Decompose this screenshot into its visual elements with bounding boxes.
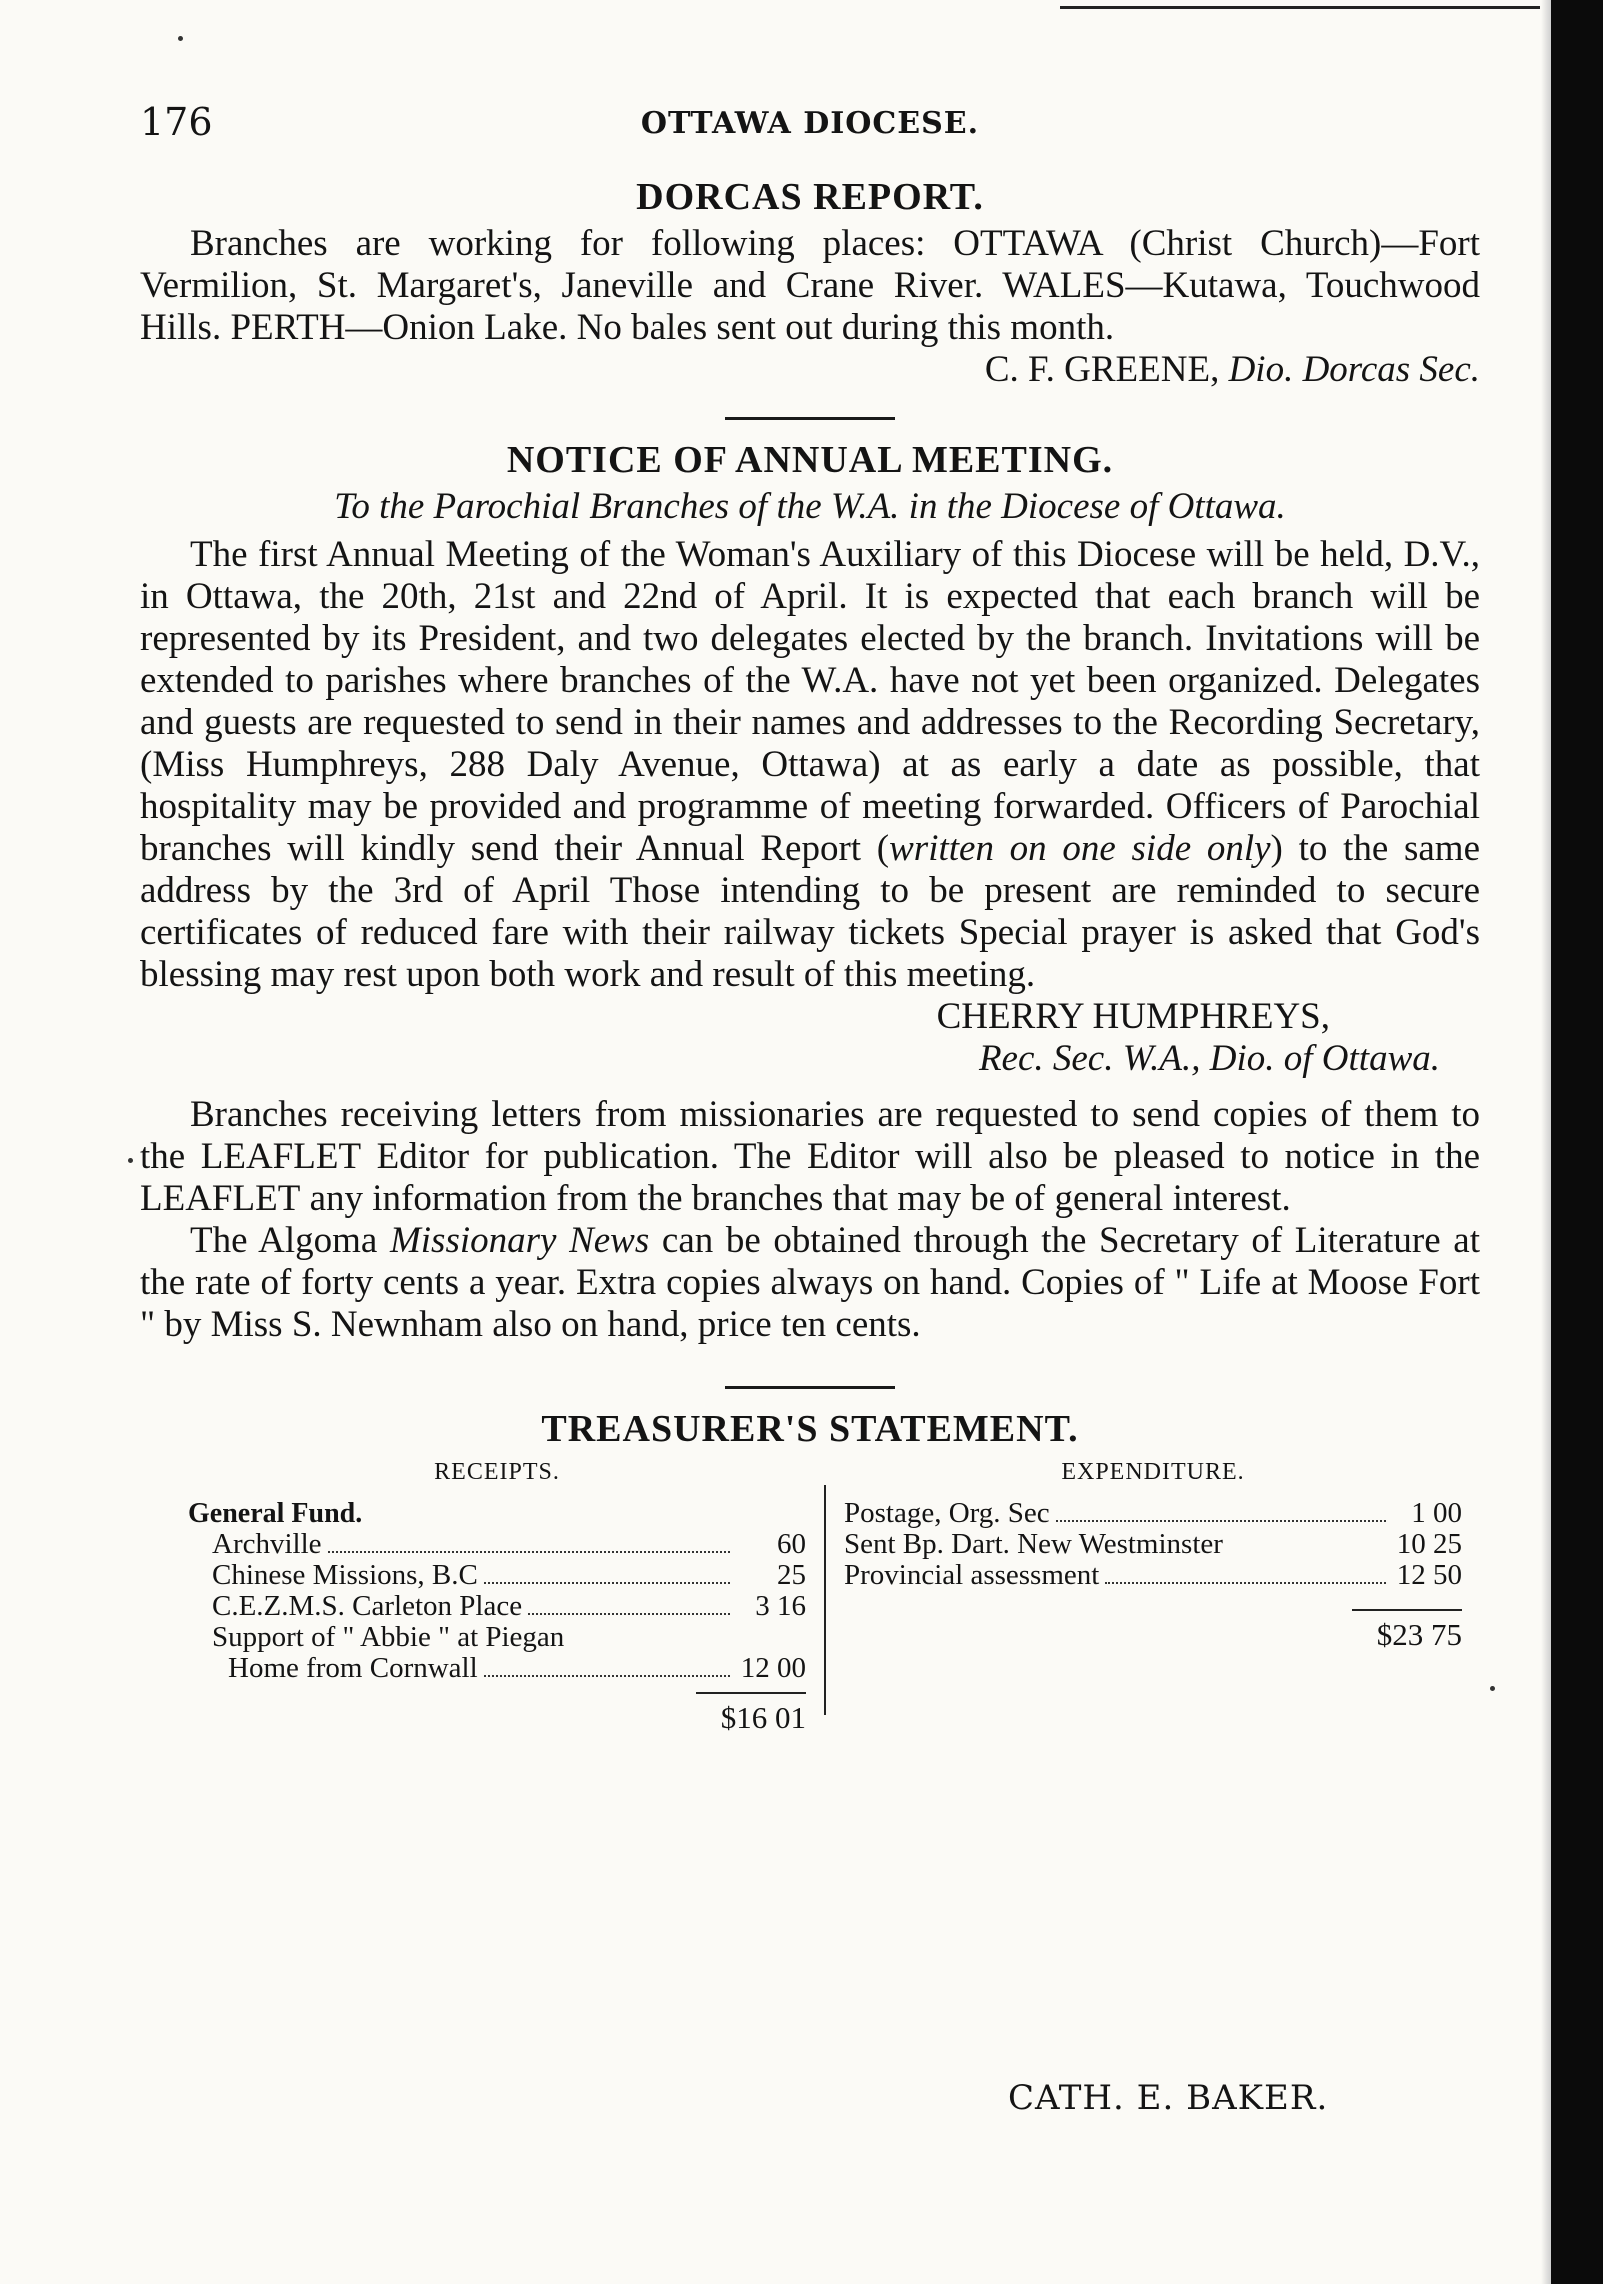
receipt-row [188,1591,806,1622]
notice-body-part-1: The first Annual Meeting of the Woman's Auxiliary of this Diocese will be held, D.V., in Ottawa, the 20th, 21st and 22nd of April. It is expected that each branch will be represented by its President, and two delegates elected by the branch. Invitations will be extended to parishes where branches of the W.A. have not yet been organized. Delegates and guests are requested to send in their names and addresses to the Recording Secretary, (Miss Humphreys, 288 Daly Avenue, Ottawa) at as early a date as possible, that hospitality may be provided and programme of meeting forwarded. Officers of Parochial branches will kindly send their Annual Report ( [140,534,1480,869]
leaflet-word-2: LEAFLET [140,1178,301,1219]
expenditure-heading: EXPENDITURE. [1061,1459,1245,1485]
page-content [140,175,1480,1733]
notice-body-part-2: ) to the same address by the 3rd of April Those intending to be present are reminded to secure certificates of reduced fare with their railway tickets Special prayer is asked that God's blessing may rest upon both work and result of this meeting. [140,828,1481,995]
receipt-desc: Support of " Abbie " at Piegan [212,1621,565,1653]
expenditure-total-wrap [844,1609,1462,1650]
page-number: 176 [140,100,213,144]
receipt-amount: 3 16 [755,1590,806,1622]
receipt-desc: Archville [212,1528,322,1560]
notice-signature-name [140,996,1480,1038]
receipt-amount: 25 [777,1559,806,1591]
page-edge-shadow [1541,0,1551,2284]
receipt-row [188,1653,806,1684]
ink-speck [1490,1686,1495,1691]
leader-dots [328,1551,730,1553]
general-fund-label: General Fund. [188,1498,363,1529]
section-rule [725,1386,895,1389]
section-rule [725,417,895,420]
page-header [140,100,1480,160]
receipt-desc: Chinese Missions, B.C [212,1559,478,1591]
notice-heading: NOTICE OF ANNUAL MEETING. [506,439,1114,481]
expenditure-column [826,1457,1480,1733]
receipt-amount: 12 00 [740,1652,806,1684]
expenditure-desc: Postage, Org. Sec [844,1497,1050,1529]
receipts-column [140,1457,824,1733]
receipts-total: $16 01 [696,1692,806,1733]
notice-body-italic: written on one side only [889,828,1271,869]
expenditure-row [844,1498,1462,1529]
leader-dots [484,1582,730,1584]
leader-dots [484,1675,730,1677]
dorcas-body: Branches are working for following places: OTTAWA (Christ Church)—Fort Vermilion, St. Margaret's, Janeville and Crane River. WALES—Kutawa, Touchwood Hills. PERTH—Onion Lake. No bales sent out during this month. [140,223,1480,348]
dorcas-heading: DORCAS REPORT. [636,176,984,218]
expenditure-amount: 10 25 [1396,1528,1462,1560]
ink-speck [178,36,183,41]
leader-dots [1105,1582,1386,1584]
notice-body [140,534,1480,996]
expenditure-row [844,1529,1462,1560]
receipt-amount: 60 [777,1528,806,1560]
treasurer-signature: CATH. E. BAKER. [1008,2078,1329,2118]
dorcas-signature-name: C. F. GREENE, [984,349,1220,390]
receipts-heading: RECEIPTS. [434,1459,560,1485]
algoma-part-1: The Algoma [190,1220,390,1261]
leader-dots [528,1613,730,1615]
receipt-desc: C.E.Z.M.S. Carleton Place [212,1590,523,1622]
expenditure-desc: Provincial assessment [844,1559,1100,1591]
treasurer-heading: TREASURER'S STATEMENT. [541,1408,1079,1450]
algoma-paragraph [140,1220,1480,1346]
expenditure-amount: 12 50 [1396,1559,1462,1591]
expenditure-amount: 1 00 [1411,1497,1462,1529]
receipt-row [188,1529,806,1560]
notice-section [140,438,1480,1080]
leader-dots [1056,1520,1386,1522]
notice-subtitle: To the Parochial Branches of the W.A. in the Diocese of Ottawa. [334,486,1286,527]
letters-paragraph [140,1094,1480,1220]
algoma-part-2: can be obtained through the Secretary of Literature at the rate of forty cents a year. Extra copies always on hand. Copies of " Life at Moose Fort " by Miss S. Newnham also on hand, price ten cents. [140,1220,1480,1345]
expenditure-desc: Sent Bp. Dart. New Westminster [844,1528,1223,1560]
page-edge-bar [1551,0,1603,2284]
receipts-total-wrap [188,1692,806,1733]
letters-part-2: Editor for publication. The Editor will also be pleased to notice in the [361,1136,1480,1177]
expenditure-total: $23 75 [1352,1609,1462,1650]
letters-part-3: any information from the branches that may be of general interest. [300,1178,1291,1219]
receipt-row [188,1560,806,1591]
receipt-desc: Home from Cornwall [228,1652,478,1684]
dorcas-signature-title: Dio. Dorcas Sec. [1228,349,1480,390]
running-title: OTTAWA DIOCESE. [640,106,980,141]
dorcas-signature [140,349,1480,391]
treasurer-columns [140,1457,1480,1733]
top-scan-line [1060,6,1540,9]
leaflet-word-1: LEAFLET [200,1136,362,1177]
notice-signature-name-text: CHERRY HUMPHREYS, [936,996,1330,1037]
receipt-support-line [188,1622,806,1653]
expenditure-row [844,1560,1462,1591]
treasurer-section [140,1407,1480,1733]
notice-signature-title: Rec. Sec. W.A., Dio. of Ottawa. [978,1038,1440,1079]
dorcas-report-section [140,175,1480,391]
letters-part-1: Branches receiving letters from missionaries are requested to send copies of them to the [140,1094,1480,1177]
algoma-italic: Missionary News [389,1220,650,1261]
ink-speck [128,1158,133,1163]
